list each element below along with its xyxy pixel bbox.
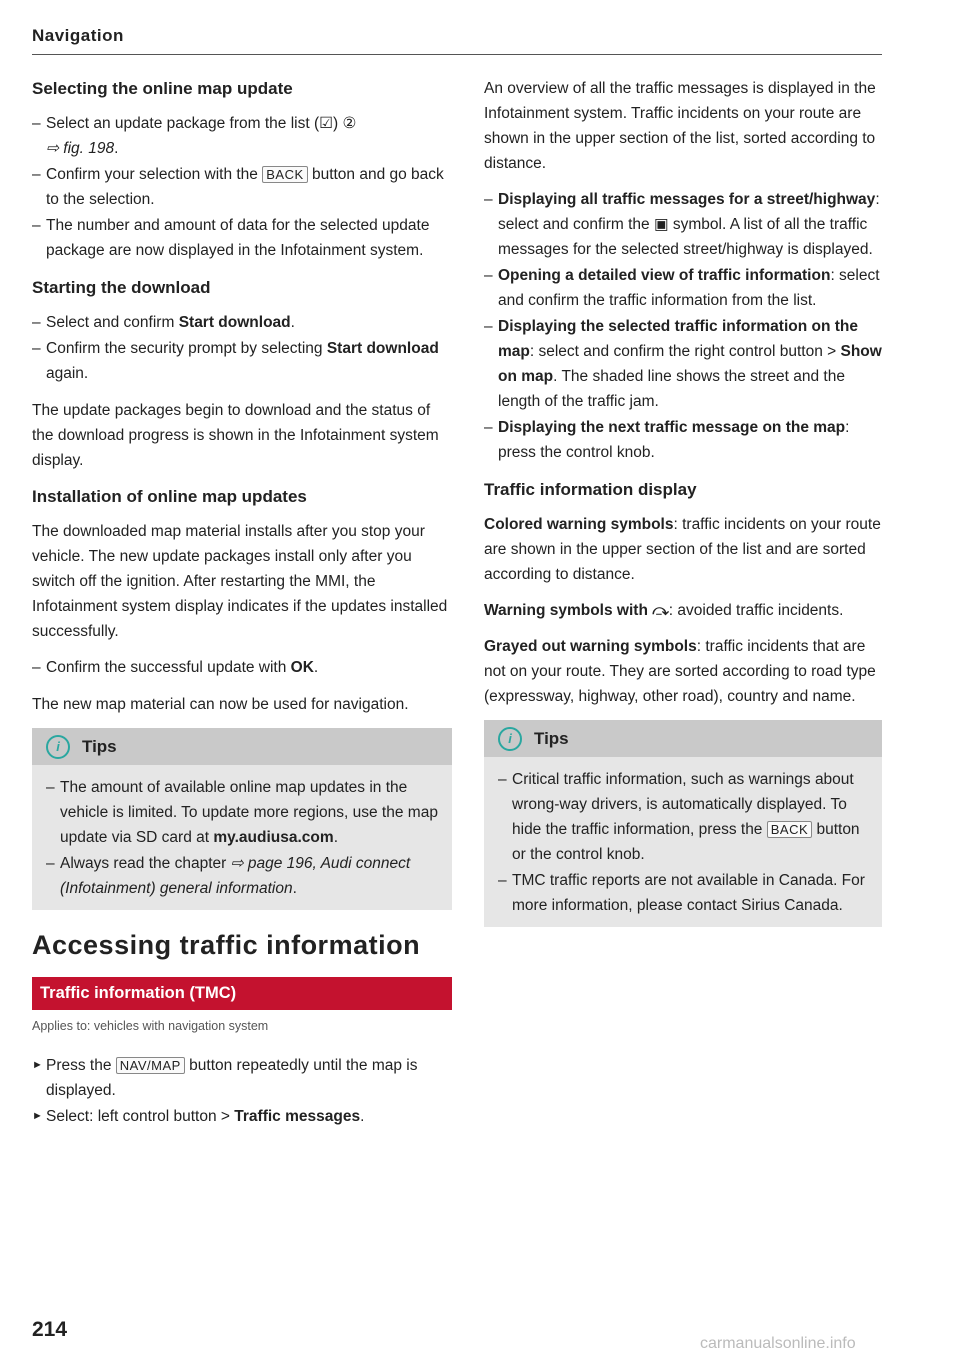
header-rule [32,54,882,55]
section-title: Accessing traffic information [32,930,421,960]
tips-box [32,728,452,910]
list-item: – Opening a detailed view of traffic information: select and confirm the traffic information from the list. [484,267,880,309]
heading-selecting: Selecting the online map update [32,79,293,98]
list-item: – Displaying the next traffic message on the map: press the control knob. [484,419,850,461]
heading-starting: Starting the download [32,278,211,297]
step-item: ► Press the NAV/MAP button repeatedly until the map is displayed. [32,1057,418,1099]
confirm-list [32,655,452,680]
checkbox-icon: ☑ [319,115,334,132]
applies-to: Applies to: vehicles with navigation system [32,1019,269,1033]
left-column [32,76,452,1141]
watermark: carmanualsonline.info [700,1335,856,1352]
paragraph: Grayed out warning symbols: traffic incidents that are not on your route. They are sorted according to road type (expressway, highway, other road), country and name. [484,638,876,705]
section-name: Navigation [32,26,124,45]
list-item: – Displaying the selected traffic information on the map: select and confirm the right control button > Show on map. The shaded line shows the street and the length of the traffic jam. [484,318,882,410]
subsection-bar: Traffic information (TMC) [32,977,452,1010]
list-item: – Confirm the security prompt by selecting Start download again. [32,340,439,382]
paragraph: The downloaded map material installs after you stop your vehicle. The new update packages install only after you switch off the ignition. After restarting the MMI, the Infotainment system display indicates if the updates installed successfully. [32,523,448,640]
page-number: 214 [32,1318,68,1341]
info-icon: i [498,727,522,751]
selecting-list [32,111,452,263]
paragraph: The new map material can now be used for navigation. [32,696,409,713]
paragraph: The update packages begin to download and the status of the download progress is shown in the Infotainment system display. [32,402,439,469]
callout-number: ② [342,115,357,132]
website-link[interactable]: my.audiusa.com [213,829,334,846]
back-key: BACK [262,166,307,183]
paragraph: Colored warning symbols: traffic incidents on your route are shown in the upper section of the list and are sorted according to distance. [484,516,881,583]
tips-header: i Tips [484,720,882,757]
heading-display: Traffic information display [484,480,697,499]
page-ref[interactable]: ⇨ page 196, Audi connect (Infotainment) general information [60,855,411,897]
figure-ref: ⇨ fig. 198 [46,140,115,157]
back-key: BACK [767,821,812,838]
heading-install: Installation of online map updates [32,487,307,506]
paragraph: Warning symbols with ⤼: avoided traffic incidents. [484,602,844,619]
right-column [484,76,882,943]
starting-list [32,310,452,386]
page-header [32,26,882,55]
list-item: – Select an update package from the list (☑) ② ⇨ fig. 198. [32,115,357,157]
actions-list [484,187,882,465]
list-item: – Displaying all traffic messages for a street/highway: select and confirm the ▣ symbol. A list of all the traffic messages for the selected street/highway is displayed. [484,191,880,258]
list-item: – TMC traffic reports are not available in Canada. For more information, please contact Sirius Canada. [498,872,865,914]
list-item: – The number and amount of data for the selected update package are now displayed in the Infotainment system. [32,217,430,259]
list-item: – Always read the chapter ⇨ page 196, Audi connect (Infotainment) general information. [46,855,411,897]
list-item: – Select and confirm Start download. [32,314,295,331]
tips-box [484,720,882,927]
paragraph: An overview of all the traffic messages is displayed in the Infotainment system. Traffic incidents on your route are shown in the upper section of the list, sorted according to distance. [484,80,876,172]
list-item: – Confirm your selection with the BACK button and go back to the selection. [32,166,444,208]
step-item: ► Select: left control button > Traffic messages. [32,1108,365,1125]
list-item: – Confirm the successful update with OK. [32,659,319,676]
list-item: – Critical traffic information, such as warnings about wrong-way drivers, is automatically displayed. To hide the traffic information, press the BACK button or the control knob. [498,771,860,863]
steps-list [32,1053,452,1129]
info-icon: i [46,735,70,759]
tips-header: i Tips [32,728,452,765]
list-item: – The amount of available online map updates in the vehicle is limited. To update more regions, use the map update via SD card at my.audiusa.com. [46,779,438,846]
nav-map-key: NAV/MAP [116,1057,185,1074]
